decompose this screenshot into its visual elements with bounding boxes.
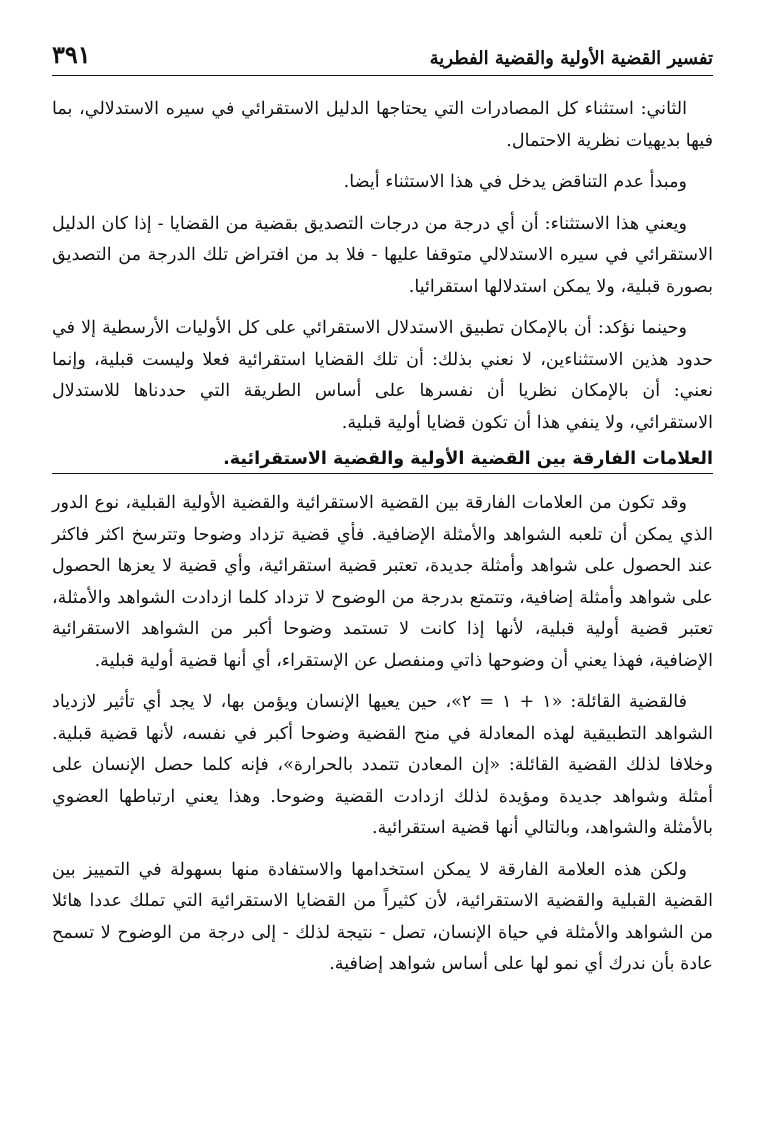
running-header-title: تفسير القضية الأولية والقضية الفطرية: [429, 48, 713, 69]
section-heading: العلامات الفارقة بين القضية الأولية والقضية الاستقرائية.: [52, 449, 713, 474]
paragraph: الثاني: استثناء كل المصادرات التي يحتاجها الدليل الاستقرائي في سيره الاستدلالي، بما فيها بديهيات نظرية الاحتمال.: [52, 99, 713, 151]
paragraph: ومبدأ عدم التناقض يدخل في هذا الاستثناء أيضا.: [343, 172, 687, 192]
paragraph: وحينما نؤكد: أن بالإمكان تطبيق الاستدلال الاستقرائي على كل الأوليات الأرسطية إلا في حدود هذين الاستثناءين، لا نعني بذلك: أن تلك القضايا استقرائية فعلا وليست قبلية، وإنما نعني: أن بالإمكان نظريا أن نفسرها على أساس الطريقة التي حددناها للاستدلال الاستقرائي، ولا ينفي هذا أن تكون قضايا أولية قبلية.: [52, 318, 713, 433]
paragraph: وقد تكون من العلامات الفارقة بين القضية الاستقرائية والقضية الأولية القبلية، نوع الدور الذي يمكن أن تلعبه الشواهد والأمثلة الإضافية. فأي قضية تزداد وضوحا وتترسخ اكثر فاكثر عند الحصول على شواهد وأمثلة جديدة، تعتبر قضية استقرائية، وأي قضية لا يعزها الحصول على شواهد وأمثلة إضافية، وتتمتع بدرجة من الوضوح لا تزداد كلما ازدادت الشواهد والأمثلة، تعتبر قضية أولية قبلية، لأنها إذا كانت لا تستمد وضوحا أكبر من الشواهد الاستقرائية الإضافية، فهذا يعني أن وضوحها ذاتي ومنفصل عن الإستقراء، أي أنها قضية أولية قبلية.: [52, 493, 713, 671]
paragraph: ولكن هذه العلامة الفارقة لا يمكن استخدامها والاستفادة منها بسهولة في التمييز بين القضية القبلية والقضية الاستقرائية، لأن كثيراً من القضايا الاستقرائية التي تملك عددا هائلا من الشواهد والأمثلة في حياة الإنسان، تصل - نتيجة لذلك - إلى درجة من الوضوح لا تسمح عادة بأن ندرك أي نمو لها على أساس شواهد إضافية.: [52, 859, 713, 974]
paragraph: فالقضية القائلة: «١ + ١ = ٢»، حين يعيها الإنسان ويؤمن بها، لا يجد أي تأثير لازدياد الشواهد التطبيقية لهذه المعادلة في منح القضية وضوحا أكبر في نفسه، لأنها قضية قبلية. وخلافا لذلك القضية القائلة: «إن المعادن تتمدد بالحرارة»، فإنه كلما حصل الإنسان على أمثلة وشواهد جديدة ومؤيدة لذلك ازدادت القضية وضوحا. وهذا يعني ارتباطها العضوي بالأمثلة والشواهد، وبالتالي أنها قضية استقرائية.: [52, 692, 713, 838]
paragraph: ويعني هذا الاستثناء: أن أي درجة من درجات التصديق بقضية من القضايا - إذا كان الدليل الاستقرائي في سيره الاستدلالي متوقفا عليها - فلا بد من افتراض تلك الدرجة من التصديق بصورة قبلية، ولا يمكن استدلالها استقرائيا.: [52, 213, 713, 297]
page-number: ٣٩١: [52, 40, 91, 69]
running-header: [52, 40, 713, 76]
